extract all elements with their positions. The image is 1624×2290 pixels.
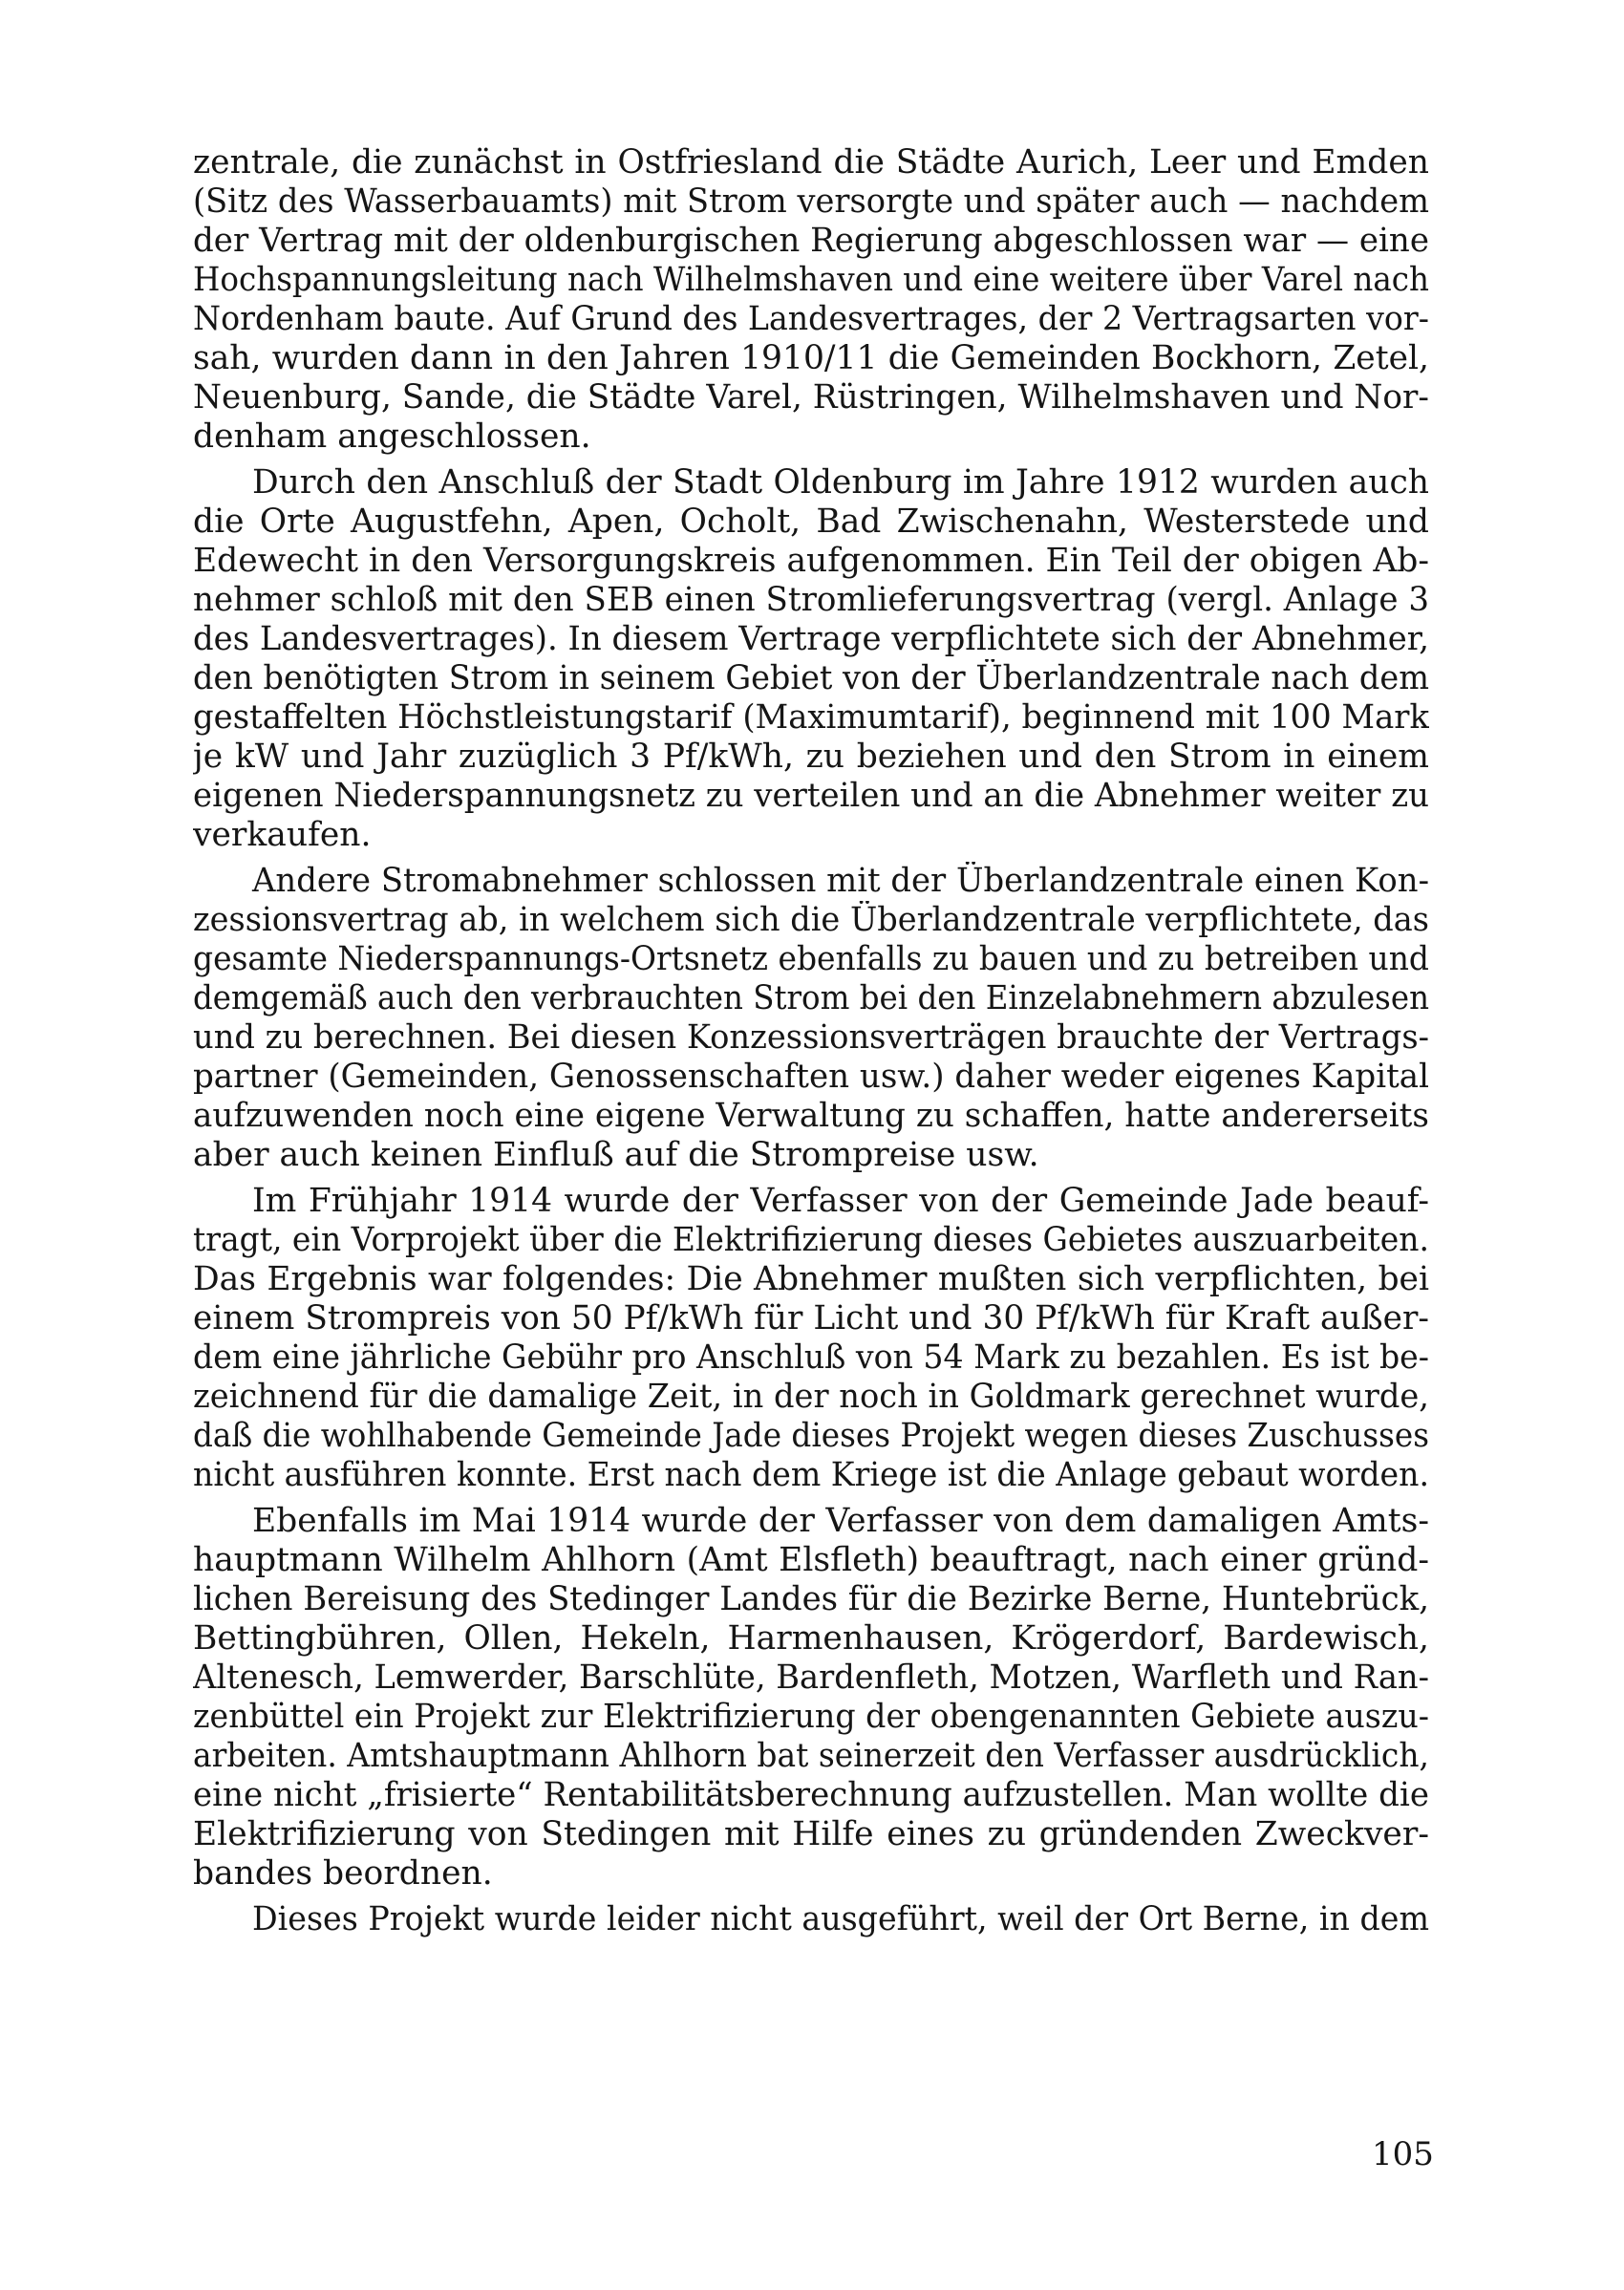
text-line: je kW und Jahr zuzüglich 3 Pf/kWh, zu beziehen und den Strom in einem (193, 738, 1429, 776)
text-line: eigenen Niederspannungsnetz zu verteilen und an die Abnehmer weiter zu (193, 777, 1429, 815)
text-line: der Vertrag mit der oldenburgischen Regierung abgeschlossen war — eine (193, 222, 1429, 260)
text-line: den benötigten Strom in seinem Gebiet von der Überlandzentrale nach dem (193, 659, 1429, 697)
text-line: einem Strompreis von 50 Pf/kWh für Licht und 30 Pf/kWh für Kraft außer- (193, 1299, 1429, 1338)
text-line: gestaffelten Höchstleistungstarif (Maximumtarif), beginnend mit 100 Mark (193, 698, 1429, 737)
text-line: arbeiten. Amtshauptmann Ahlhorn bat seinerzeit den Verfasser ausdrücklich, (193, 1737, 1429, 1775)
text-line: aber auch keinen Einfluß auf die Strompreise usw. (193, 1136, 1039, 1174)
text-line: Nordenham baute. Auf Grund des Landesvertrages, der 2 Vertragsarten vor- (193, 300, 1429, 338)
paragraph (193, 1182, 1429, 1495)
paragraph-gap (193, 1894, 1429, 1900)
page-number: 105 (1372, 2135, 1434, 2173)
text-line: Das Ergebnis war folgendes: Die Abnehmer mußten sich verpflichten, bei (193, 1260, 1429, 1298)
text-line: eine nicht „frisierte“ Rentabilitätsberechnung aufzustellen. Man wollte die (193, 1776, 1429, 1814)
text-line: und zu berechnen. Bei diesen Konzessionsverträgen brauchte der Vertrags- (193, 1018, 1429, 1057)
text-line: Elektrifizierung von Stedingen mit Hilfe eines zu gründenden Zweckver- (193, 1815, 1429, 1853)
text-line: daß die wohlhabende Gemeinde Jade dieses Projekt wegen dieses Zuschusses (193, 1417, 1429, 1455)
text-line: Durch den Anschluß der Stadt Oldenburg im Jahre 1912 wurden auch (252, 463, 1429, 502)
paragraph-gap (193, 457, 1429, 463)
text-line: Edewecht in den Versorgungskreis aufgenommen. Ein Teil der obigen Ab- (193, 542, 1429, 580)
text-line: Neuenburg, Sande, die Städte Varel, Rüstringen, Wilhelmshaven und Nor- (193, 378, 1429, 417)
text-line: Andere Stromabnehmer schlossen mit der Überlandzentrale einen Kon- (252, 862, 1429, 900)
text-line: Bettingbühren, Ollen, Hekeln, Harmenhausen, Krögerdorf, Bardewisch, (193, 1619, 1429, 1658)
text-line: Hochspannungsleitung nach Wilhelmshaven und eine weitere über Varel nach (193, 261, 1429, 299)
text-line: die Orte Augustfehn, Apen, Ocholt, Bad Zwischenahn, Westerstede und (193, 503, 1429, 541)
text-line: zessionsvertrag ab, in welchem sich die Überlandzentrale verpflichtete, das (193, 901, 1429, 939)
body-text (193, 143, 1429, 1939)
paragraph (193, 463, 1429, 855)
text-line: Dieses Projekt wurde leider nicht ausgeführt, weil der Ort Berne, in dem (252, 1900, 1429, 1938)
text-line: lichen Bereisung des Stedinger Landes für die Bezirke Berne, Huntebrück, (193, 1580, 1429, 1618)
paragraph (193, 1900, 1429, 1939)
text-line: zenbüttel ein Projekt zur Elektrifizierung der obengenannten Gebiete auszu- (193, 1698, 1429, 1736)
paragraph-gap (193, 855, 1429, 862)
text-line: tragt, ein Vorprojekt über die Elektrifizierung dieses Gebietes auszuarbeiten. (193, 1221, 1429, 1259)
text-line: zeichnend für die damalige Zeit, in der noch in Goldmark gerechnet wurde, (193, 1378, 1429, 1416)
text-line: sah, wurden dann in den Jahren 1910/11 die Gemeinden Bockhorn, Zetel, (193, 339, 1429, 377)
text-line: dem eine jährliche Gebühr pro Anschluß von 54 Mark zu bezahlen. Es ist be- (193, 1338, 1429, 1377)
text-line: hauptmann Wilhelm Ahlhorn (Amt Elsfleth) beauftragt, nach einer gründ- (193, 1541, 1429, 1579)
text-line: partner (Gemeinden, Genossenschaften usw.) daher weder eigenes Kapital (193, 1058, 1429, 1096)
text-line: demgemäß auch den verbrauchten Strom bei den Einzelabnehmern abzulesen (193, 979, 1429, 1017)
text-line: (Sitz des Wasserbauamts) mit Strom versorgte und später auch — nachdem (193, 182, 1429, 221)
text-line: aufzuwenden noch eine eigene Verwaltung zu schaffen, hatte andererseits (193, 1097, 1429, 1135)
text-line: denham angeschlossen. (193, 417, 591, 456)
text-line: Im Frühjahr 1914 wurde der Verfasser von der Gemeinde Jade beauf- (252, 1182, 1429, 1220)
paragraph-gap (193, 1175, 1429, 1182)
text-line: zentrale, die zunächst in Ostfriesland die Städte Aurich, Leer und Emden (193, 143, 1429, 182)
paragraph (193, 1502, 1429, 1894)
paragraph (193, 862, 1429, 1175)
paragraph-gap (193, 1495, 1429, 1502)
text-line: des Landesvertrages). In diesem Vertrage verpflichtete sich der Abnehmer, (193, 620, 1429, 658)
text-line: nicht ausführen konnte. Erst nach dem Kriege ist die Anlage gebaut worden. (193, 1456, 1429, 1494)
text-line: Altenesch, Lemwerder, Barschlüte, Bardenfleth, Motzen, Warfleth und Ran- (193, 1659, 1429, 1697)
text-line: Ebenfalls im Mai 1914 wurde der Verfasser von dem damaligen Amts- (252, 1502, 1429, 1540)
text-line: gesamte Niederspannungs-Ortsnetz ebenfalls zu bauen und zu betreiben und (193, 940, 1429, 978)
text-line: bandes beordnen. (193, 1854, 493, 1893)
paragraph (193, 143, 1429, 457)
text-line: nehmer schloß mit den SEB einen Stromlieferungsvertrag (vergl. Anlage 3 (193, 581, 1429, 619)
text-line: verkaufen. (193, 816, 372, 854)
